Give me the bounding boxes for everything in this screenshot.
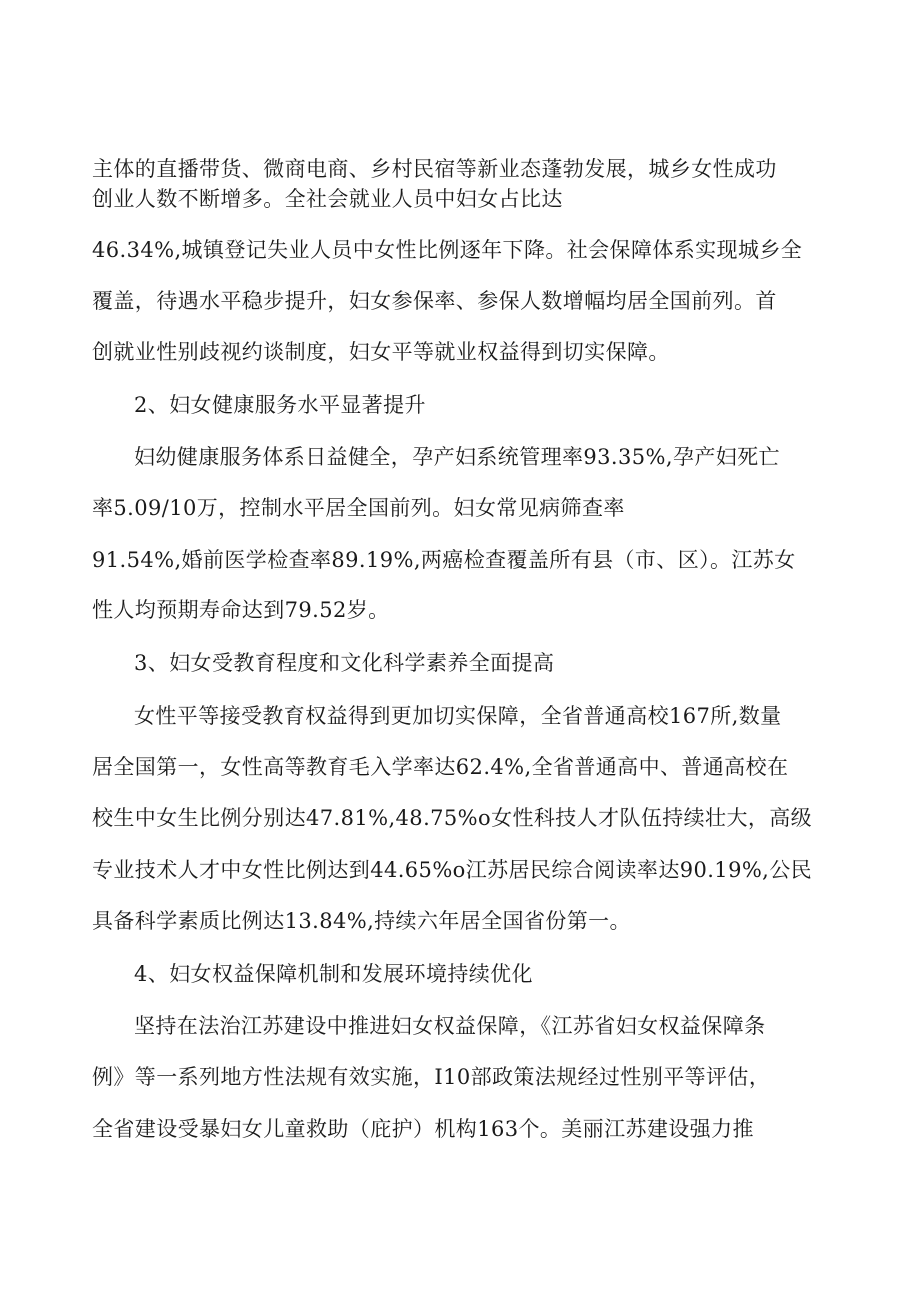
body-text-line: 率5.09/10万，控制水平居全国前列。妇女常见病筛查率 xyxy=(92,496,625,520)
body-text-line: 覆盖，待遇水平稳步提升，妇女参保率、参保人数增幅均居全国前列。首 xyxy=(92,289,777,313)
paragraph-start-line: 妇幼健康服务体系日益健全，孕产妇系统管理率93.35%,孕产妇死亡 xyxy=(134,445,780,469)
section-heading-3: 3、妇女受教育程度和文化科学素养全面提高 xyxy=(134,651,555,675)
body-text-line: 居全国第一，女性高等教育毛入学率达62.4%,全省普通高中、普通高校在 xyxy=(92,755,789,779)
body-text-line: 专业技术人才中女性比例达到44.65%o江苏居民综合阅读率达90.19%,公民 xyxy=(92,858,813,882)
body-text-line: 例》等一系列地方性法规有效实施，I10部政策法规经过性别平等评估， xyxy=(92,1065,771,1089)
section-heading-4: 4、妇女权益保障机制和发展环境持续优化 xyxy=(134,962,533,986)
body-text-line: 创业人数不断增多。全社会就业人员中妇女占比达 xyxy=(92,187,563,211)
body-text-line: 全省建设受暴妇女儿童救助（庇护）机构163个。美丽江苏建设强力推 xyxy=(92,1117,754,1141)
paragraph-start-line: 女性平等接受教育权益得到更加切实保障，全省普通高校167所,数量 xyxy=(134,704,782,728)
section-heading-2: 2、妇女健康服务水平显著提升 xyxy=(134,393,426,417)
body-text-line: 性人均预期寿命达到79.52岁。 xyxy=(92,598,390,622)
body-text-line: 校生中女生比例分别达47.81%,48.75%o女性科技人才队伍持续壮大，高级 xyxy=(92,806,813,830)
body-text-line: 创就业性别歧视约谈制度，妇女平等就业权益得到切实保障。 xyxy=(92,340,670,364)
body-text-line: 主体的直播带货、微商电商、乡村民宿等新业态蓬勃发展，城乡女性成功 xyxy=(92,157,777,181)
body-text-line: 91.54%,婚前医学检查率89.19%,两癌检查覆盖所有县（市、区）。江苏女 xyxy=(92,548,796,572)
body-text-line: 46.34%,城镇登记失业人员中女性比例逐年下降。社会保障体系实现城乡全 xyxy=(92,238,803,262)
paragraph-start-line: 坚持在法治江苏建设中推进妇女权益保障，《江苏省妇女权益保障条 xyxy=(134,1014,766,1038)
body-text-line: 具备科学素质比例达13.84%,持续六年居全国省份第一。 xyxy=(92,909,631,933)
